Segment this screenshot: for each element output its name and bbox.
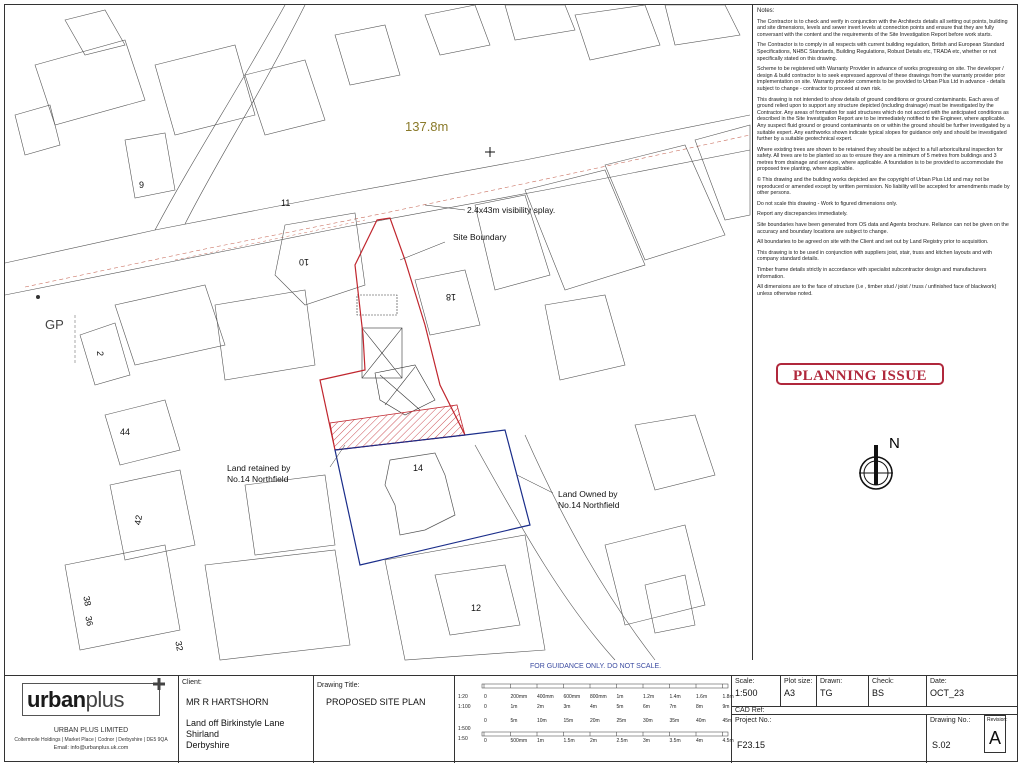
site-line-1: Land off Birkinstyle Lane bbox=[186, 718, 285, 728]
client-label: Client: bbox=[182, 679, 202, 686]
company-address: Coltermoile Holdings | Market Place | Codnor | Derbyshire | DE5 9QA bbox=[14, 737, 168, 743]
note: This drawing is not intended to show details of ground conditions or ground contaminants. Each area of ground relied upon to support any structure depicted (including drainage) must be investigated by the Contractor. Any areas of formation for said structures which do not accord with the anticipated conditions as described in the Site Investigation Report are to be immediately notified to the Engineer, where applicable. Any suspect fluid ground or ground contaminants on or within the ground should be further investigated by a suitable expert. Any earthworks shown indicate typical slopes for guidance only and should be investigated further by a suitable geotechnical expert. bbox=[757, 96, 1010, 143]
logo-text-urban: urban bbox=[27, 687, 86, 712]
visibility-splay-label: 2.4x43m visibility splay. bbox=[467, 205, 556, 215]
road-edge-south bbox=[5, 150, 750, 295]
site-line-3: Derbyshire bbox=[186, 740, 230, 750]
scale-tick-label: 7m bbox=[669, 704, 677, 710]
house-number: 32 bbox=[173, 640, 185, 652]
scale-tick-label: 4.5m bbox=[722, 738, 734, 744]
scale-tick-label: 0 bbox=[484, 738, 487, 744]
planning-issue-stamp: PLANNING ISSUE bbox=[776, 363, 944, 385]
drawn-label: Drawn: bbox=[820, 678, 843, 685]
revision-label: Revision: bbox=[987, 717, 1008, 723]
scale-tick-label: 15m bbox=[563, 718, 574, 724]
scale-label: 1:100 bbox=[458, 704, 471, 710]
note: Do not scale this drawing - Work to figured dimensions only. bbox=[757, 200, 898, 207]
north-arrow-icon bbox=[857, 431, 901, 496]
scale-tick-label: 10m bbox=[537, 718, 547, 724]
plot-size-label: Plot size: bbox=[784, 678, 813, 685]
logo-text-plus: plus bbox=[85, 687, 124, 712]
house-number: 38 bbox=[81, 595, 93, 607]
note: Scheme to be registered with Warranty Provider in advance of works progressing on site. The developer / design & build contractor is to seek expressed approval of these drawings from the warranty provider prior implementation on site. Warranty provider comments to be provided to Urban Plus Ltd in advance - details subject to change - contractor to proceed at own risk. bbox=[757, 66, 1006, 92]
drawing-no-label: Drawing No.: bbox=[930, 717, 971, 724]
house-number: 10 bbox=[298, 257, 309, 267]
site-line-2: Shirland bbox=[186, 729, 220, 739]
drawing-title-label: Drawing Title: bbox=[317, 682, 360, 689]
scale-tick-label: 500mm bbox=[510, 738, 528, 744]
note: This drawing is to be used in conjunction with suppliers joist, stair, truss and kitchen layouts and with company standard details. bbox=[757, 249, 992, 263]
note: The Contractor is to check and verify in conjunction with the Architects details all setting out points, building and site dimensions, levels and sewer invert levels at connection points and ensure that they are fully conversant with the content and the requirements of the Site Investigation Report before work starts. bbox=[757, 18, 1008, 38]
house-number: 18 bbox=[445, 292, 456, 302]
gp-label: GP bbox=[45, 317, 64, 332]
scale-value: 1:500 bbox=[735, 688, 758, 698]
scale-tick-label: 5m bbox=[616, 704, 624, 710]
scale-tick-label: 9m bbox=[722, 704, 730, 710]
house-number: 12 bbox=[471, 603, 482, 613]
house-number: 11 bbox=[281, 198, 291, 208]
scale-tick-label: 40m bbox=[696, 718, 706, 724]
company-email: Email: info@urbanplus.uk.com bbox=[53, 745, 129, 751]
scale-tick-label: 600mm bbox=[563, 694, 581, 700]
scale-tick-label: 1.4m bbox=[669, 694, 681, 700]
scale-tick-label: 4m bbox=[696, 738, 703, 744]
scale-bars bbox=[456, 678, 734, 762]
drawing-no-value: S.02 bbox=[932, 740, 951, 750]
note: All boundaries to be agreed on site with the Client and set out by Land Registry prior to acquisition. bbox=[757, 239, 989, 246]
scale-tick-label: 1.6m bbox=[696, 694, 708, 700]
scale-field-label: Scale: bbox=[735, 678, 755, 685]
company-logo bbox=[4, 676, 178, 763]
scale-label: 1:50 bbox=[458, 736, 468, 742]
visibility-splay-line bbox=[25, 135, 750, 287]
scale-tick-label: 3m bbox=[643, 738, 650, 744]
project-no-value: F23.15 bbox=[737, 740, 766, 750]
logo-wordmark bbox=[27, 687, 124, 713]
scale-tick-label: 6m bbox=[643, 704, 650, 710]
notes-title: Notes: bbox=[757, 8, 775, 14]
logo-box bbox=[22, 683, 160, 716]
land-retained-label-2: No.14 Northfield bbox=[227, 474, 289, 484]
revision-box bbox=[984, 715, 1006, 753]
scale-tick-label: 1.8m bbox=[722, 694, 734, 700]
land-owned-label-2: No.14 Northfield bbox=[558, 500, 620, 510]
house-number: 9 bbox=[139, 180, 145, 190]
scale-tick-label: 20m bbox=[590, 718, 600, 724]
proposed-dwelling bbox=[357, 295, 435, 415]
scale-tick-label: 0 bbox=[484, 718, 487, 724]
scale-tick-label: 0 bbox=[484, 694, 487, 700]
scale-tick-label: 1.2m bbox=[643, 694, 655, 700]
scale-label: 1:500 bbox=[458, 726, 471, 732]
scale-tick-label: 1m bbox=[537, 738, 544, 744]
scale-tick-label: 45m bbox=[722, 718, 733, 724]
scale-tick-label: 2.5m bbox=[616, 738, 628, 744]
scale-tick-label: 2m bbox=[590, 738, 597, 744]
drawing-title: PROPOSED SITE PLAN bbox=[326, 697, 426, 707]
land-retained-label-1: Land retained by bbox=[227, 463, 291, 473]
road-edge-north bbox=[5, 115, 750, 263]
plot-size-value: A3 bbox=[784, 688, 796, 698]
note: Site boundaries have been generated from OS data and Agents brochure. Reliance can not be given on the accuracy and boundary locations are subject to change. bbox=[757, 222, 1009, 235]
land-owned-boundary-blue bbox=[335, 430, 530, 565]
scale-tick-label: 800mm bbox=[590, 694, 607, 700]
north-label: N bbox=[889, 435, 900, 452]
site-plan-map bbox=[5, 5, 750, 660]
scale-tick-label: 3.5m bbox=[669, 738, 681, 744]
plus-icon bbox=[153, 678, 165, 690]
note: Report any discrepancies immediately. bbox=[757, 211, 848, 218]
level-label: 137.8m bbox=[405, 119, 449, 134]
house-number: 44 bbox=[120, 427, 131, 437]
scale-tick-label: 3m bbox=[563, 704, 571, 710]
scale-tick-label: 5m bbox=[510, 718, 518, 724]
guidance-note: FOR GUIDANCE ONLY. DO NOT SCALE. bbox=[530, 663, 662, 670]
scale-tick-label: 1m bbox=[616, 694, 624, 700]
site-boundary-label: Site Boundary bbox=[453, 232, 507, 242]
scale-tick-label: 25m bbox=[616, 718, 627, 724]
scale-tick-label: 0 bbox=[484, 704, 487, 710]
level-marker bbox=[485, 147, 495, 157]
revision-value: A bbox=[989, 728, 1002, 748]
project-no-label: Project No.: bbox=[735, 717, 772, 724]
scale-tick-label: 200mm bbox=[510, 694, 528, 700]
date-value: OCT_23 bbox=[930, 688, 965, 698]
gp-marker bbox=[36, 295, 40, 299]
check-value: BS bbox=[872, 688, 885, 698]
scale-tick-label: 1.5m bbox=[563, 738, 575, 744]
house-number: 2 bbox=[95, 351, 105, 357]
house-number: 14 bbox=[413, 463, 424, 473]
company-name: URBAN PLUS LIMITED bbox=[53, 727, 129, 734]
house-number: 42 bbox=[132, 514, 145, 526]
note: Timber frame details strictly in accordance with specialist subcontractor design and manufacturers information. bbox=[757, 267, 987, 280]
scale-tick-label: 1m bbox=[510, 704, 518, 710]
check-label: Check: bbox=[872, 678, 894, 685]
cad-ref-label: CAD Ref: bbox=[735, 707, 765, 714]
note: © This drawing and the building works depicted are the copyright of Urban Plus Ltd and may not be reproduced or amended except by written permission. No liability will be accepted for amendments made by other persons. bbox=[757, 177, 1010, 197]
scale-tick-label: 400mm bbox=[537, 694, 554, 700]
scale-label: 1:20 bbox=[458, 694, 468, 700]
date-label: Date: bbox=[930, 678, 947, 685]
house-number: 36 bbox=[83, 615, 95, 627]
scale-tick-label: 35m bbox=[669, 718, 680, 724]
note: All dimensions are to the face of structure (i.e , timber stud / joist / truss / unfinished face of blackwork) unless otherwise noted. bbox=[757, 284, 997, 297]
client-name: MR R HARTSHORN bbox=[186, 697, 269, 707]
scale-tick-label: 30m bbox=[643, 718, 653, 724]
drawn-value: TG bbox=[820, 688, 833, 698]
scale-tick-label: 8m bbox=[696, 704, 703, 710]
notes-panel bbox=[752, 5, 1017, 660]
title-block bbox=[4, 675, 1018, 762]
scale-tick-label: 4m bbox=[590, 704, 597, 710]
note: The Contractor is to comply in all respects with current building regulation, British and European Standard Specifications, NHBC Standards, Building Regulations, Robust Details etc, TRADA etc, whether or not specifically stated on this drawing. bbox=[757, 42, 1005, 62]
land-owned-label-1: Land Owned by bbox=[558, 489, 618, 499]
scale-tick-label: 2m bbox=[537, 704, 544, 710]
note: Where existing trees are shown to be retained they should be subject to a full arboricultural inspection for safety. All trees are to be planted so as to ensure they are a minimum of 5 metres from buildings and 3 metres from drainage and services, where applicable. A foundation is to be provided to accommodate the proposed tree planting, where applicable. bbox=[757, 146, 1004, 173]
